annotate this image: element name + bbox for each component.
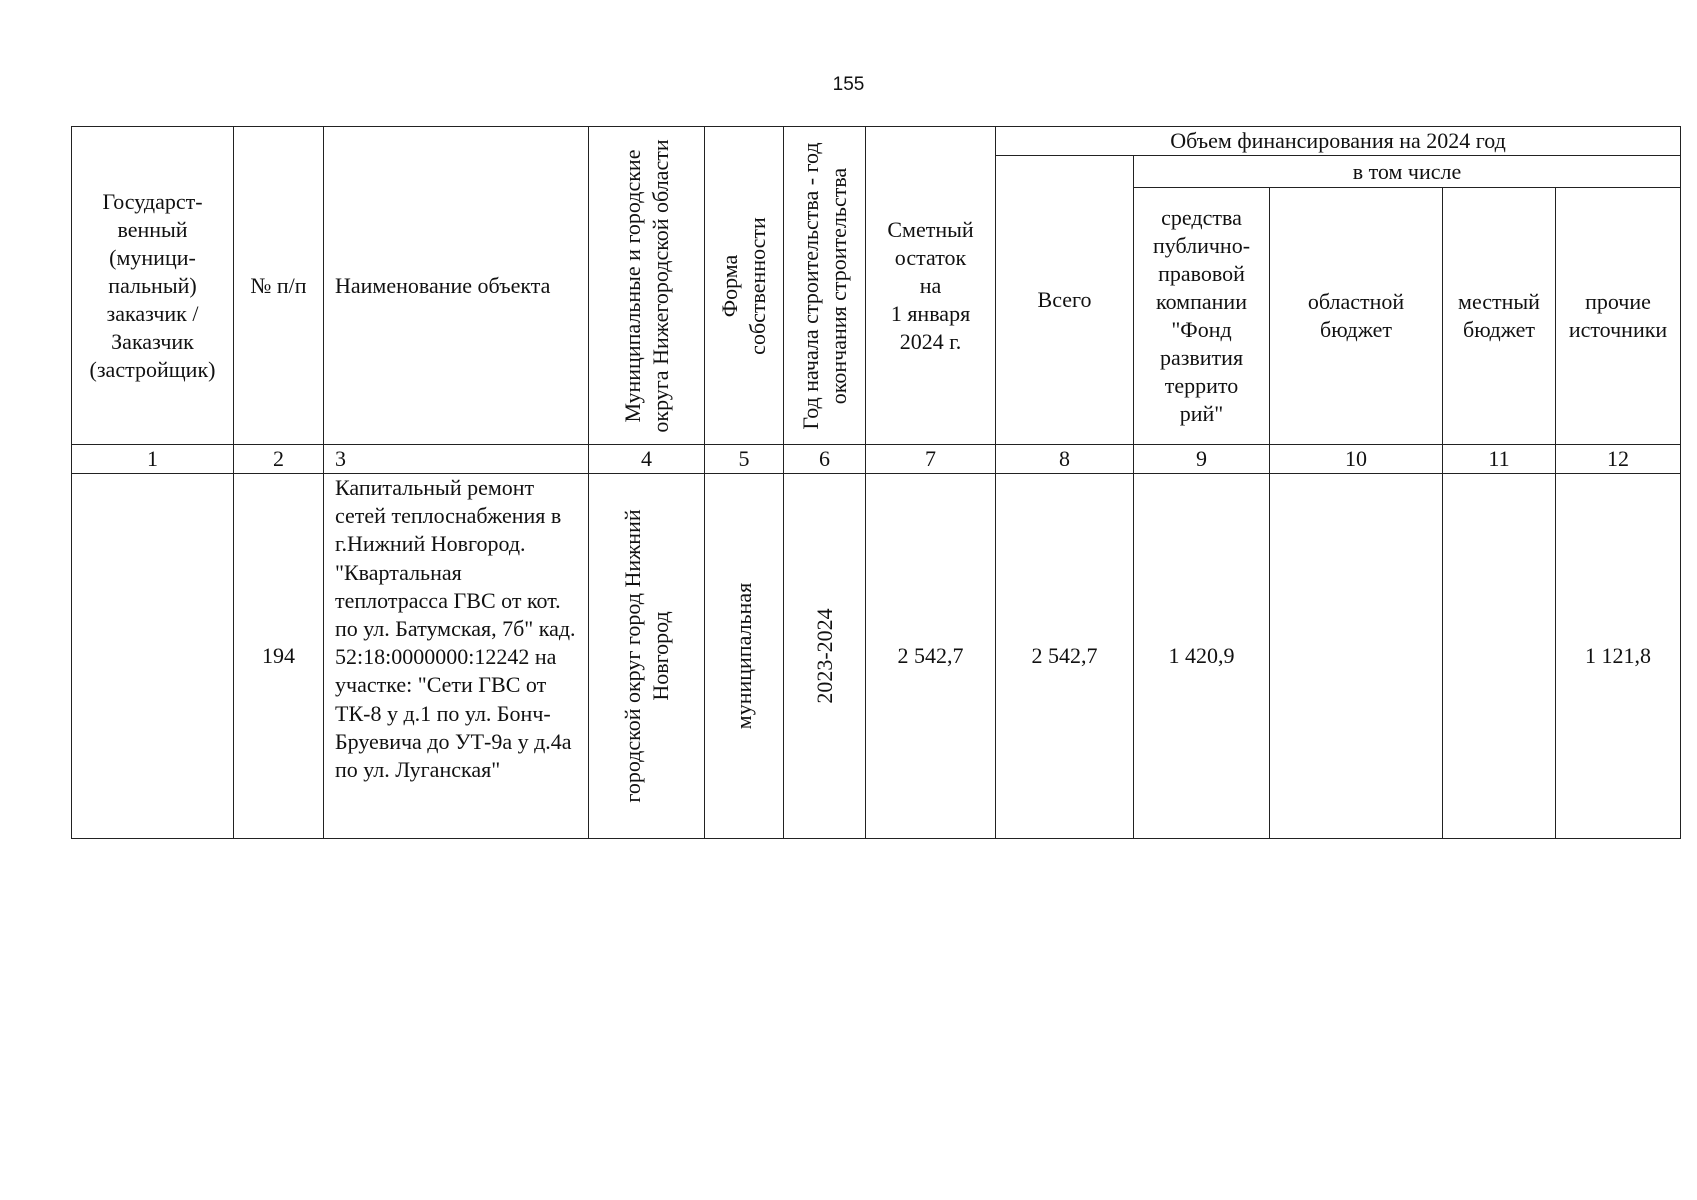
header-estimated-balance: Сметный остаток на 1 января 2024 г. [866, 127, 996, 445]
header-including: в том числе [1134, 156, 1681, 188]
table-row [72, 474, 1681, 839]
header-object-name: Наименование объекта [324, 127, 589, 445]
column-number: 6 [784, 445, 866, 474]
column-number: 7 [866, 445, 996, 474]
header-ownership: Форма собственности [705, 127, 784, 445]
cell-years-text: 2023-2024 [811, 608, 837, 704]
cell-estimated-balance: 2 542,7 [866, 474, 996, 839]
column-number: 8 [996, 445, 1134, 474]
column-number: 5 [705, 445, 784, 474]
cell-ownership [705, 474, 784, 839]
cell-municipality-text: городской округ город Нижний Новгород [619, 509, 673, 803]
header-customer: Государст- венный (муници- пальный) заказчик / Заказчик (застройщик) [72, 127, 234, 445]
cell-customer [72, 474, 234, 839]
cell-number: 194 [234, 474, 324, 839]
header-fund: средства публично- правовой компании "Фонд развития террито рий" [1134, 188, 1270, 445]
header-regional-budget: областной бюджет [1270, 188, 1443, 445]
cell-fund: 1 420,9 [1134, 474, 1270, 839]
column-number-row [72, 445, 1681, 474]
header-row-1 [72, 127, 1681, 156]
header-local-budget: местный бюджет [1443, 188, 1556, 445]
cell-municipality [589, 474, 705, 839]
column-number: 4 [589, 445, 705, 474]
header-municipality: Муниципальные и городские округа Нижегородской области [589, 127, 705, 445]
page-number: 155 [832, 74, 865, 95]
column-number: 3 [324, 445, 589, 474]
header-other-sources: прочие источники [1556, 188, 1681, 445]
header-financing-2024: Объем финансирования на 2024 год [996, 127, 1681, 156]
column-number: 12 [1556, 445, 1681, 474]
column-number: 1 [72, 445, 234, 474]
header-years: Год начала строительства - год окончания строительства [784, 127, 866, 445]
cell-total: 2 542,7 [996, 474, 1134, 839]
column-number: 10 [1270, 445, 1443, 474]
cell-local-budget [1443, 474, 1556, 839]
header-total: Всего [996, 156, 1134, 445]
cell-object-name: Капитальный ремонт сетей теплоснабжения в г.Нижний Новгород. "Квартальная теплотрасса ГВС от кот. по ул. Батумская, 7б" кад. 52:18:0000000:12242 на участке: "Сети ГВС от ТК-8 у д.1 по ул. Бонч-Бруевича до УТ-9а у д.4а по ул. Луганская" [324, 474, 589, 839]
column-number: 9 [1134, 445, 1270, 474]
column-number: 2 [234, 445, 324, 474]
header-number: № п/п [234, 127, 324, 445]
column-number: 11 [1443, 445, 1556, 474]
financing-table [71, 126, 1681, 839]
cell-regional-budget [1270, 474, 1443, 839]
cell-ownership-text: муниципальная [731, 582, 756, 730]
cell-other-sources: 1 121,8 [1556, 474, 1681, 839]
cell-years [784, 474, 866, 839]
